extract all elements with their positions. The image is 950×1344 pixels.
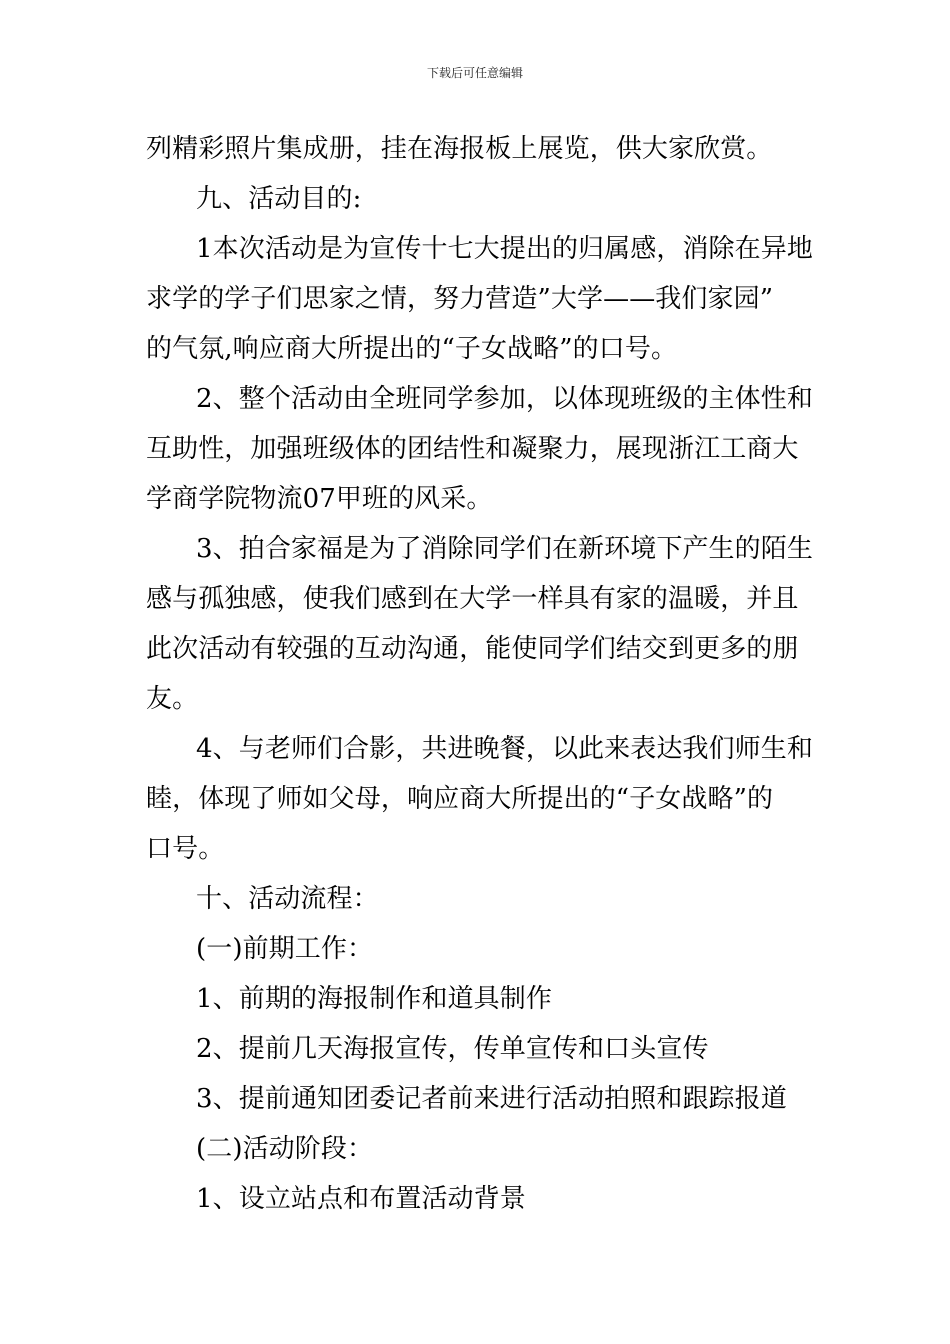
body-line: 4、与老师们合影，共进晚餐，以此来表达我们师生和 (196, 734, 813, 764)
list-item: 3、提前通知团委记者前来进行活动拍照和跟踪报道 (196, 1084, 787, 1114)
list-item: 1、前期的海报制作和道具制作 (196, 984, 552, 1014)
list-item: 1、设立站点和布置活动背景 (196, 1184, 526, 1214)
body-line: 3、拍合家福是为了消除同学们在新环境下产生的陌生 (196, 534, 813, 564)
subsection-heading: (二)活动阶段： (196, 1134, 374, 1164)
body-line: 此次活动有较强的互动沟通，能使同学们结交到更多的朋 (146, 634, 799, 664)
body-line: 互助性，加强班级体的团结性和凝聚力，展现浙江工商大 (146, 434, 799, 464)
body-line: 口号。 (146, 834, 225, 864)
body-line: 的气氛,响应商大所提出的“子女战略”的口号。 (146, 334, 678, 364)
document-body (146, 124, 813, 1224)
body-line: 1本次活动是为宣传十七大提出的归属感，消除在异地 (196, 234, 813, 264)
body-line: 友。 (146, 684, 199, 714)
body-line: 睦，体现了师如父母，响应商大所提出的“子女战略”的 (146, 784, 774, 814)
body-line: 列精彩照片集成册，挂在海报板上展览，供大家欣赏。 (146, 134, 773, 164)
body-line: 求学的学子们思家之情，努力营造”大学——我们家园” (146, 284, 774, 314)
body-line: 学商学院物流07甲班的风采。 (146, 484, 493, 514)
subsection-heading: (一)前期工作： (196, 934, 374, 964)
list-item: 2、提前几天海报宣传，传单宣传和口头宣传 (196, 1034, 709, 1064)
body-line: 感与孤独感，使我们感到在大学一样具有家的温暖，并且 (146, 584, 799, 614)
section-heading-purpose: 九、活动目的: (196, 184, 362, 214)
body-line: 2、整个活动由全班同学参加，以体现班级的主体性和 (196, 384, 813, 414)
page-header-note: 下载后可任意编辑 (426, 66, 523, 80)
section-heading-process: 十、活动流程： (196, 884, 379, 914)
